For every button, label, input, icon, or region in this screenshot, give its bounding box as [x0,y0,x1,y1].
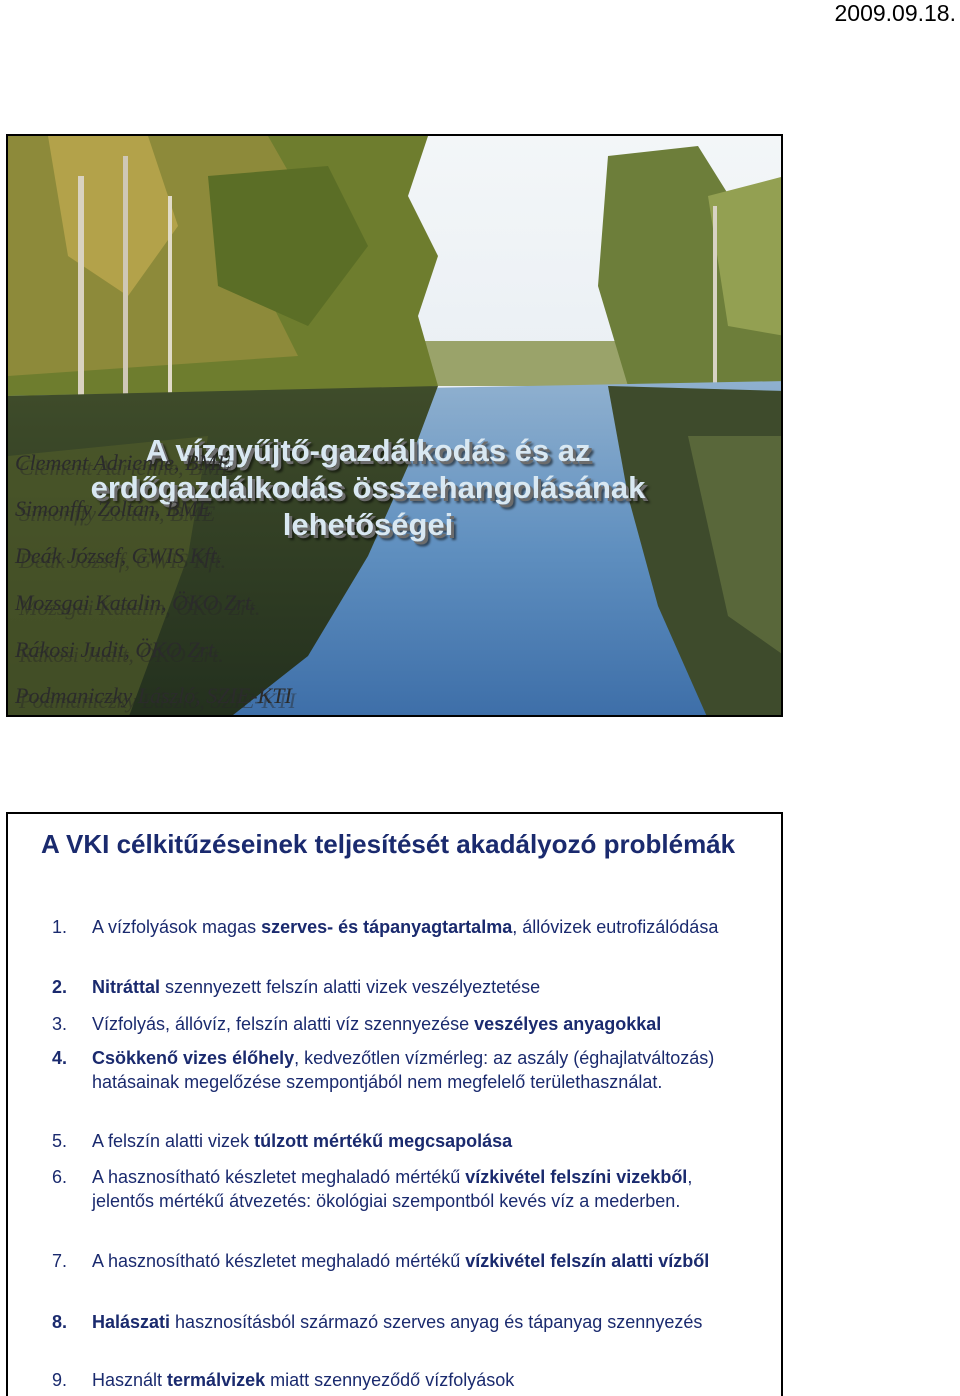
item-number: 7. [52,1251,68,1271]
title-line: A vízgyűjtő-gazdálkodás és az [145,433,591,468]
item-text-segment: hasznosításból származó szerves anyag és tápanyag szennyezés [170,1312,703,1332]
author-name: Simonffy Zoltán, BME [15,496,212,521]
item-text-bold: Csökkenő vizes élőhely [92,1048,295,1068]
slide-title: A VKI célkitűzéseinek teljesítését akadályozó problémák [41,829,736,859]
item-text-bold: vízkivétel felszín alatti vízből [465,1251,710,1271]
item-text [92,1165,732,1213]
page-date: 2009.09.18. [834,0,956,26]
item-text-segment: Vízfolyás, állóvíz, felszín alatti víz szennyezése [92,1014,475,1034]
item-text [92,915,732,939]
item-text [92,1012,732,1036]
item-number: 4. [52,1048,68,1068]
title-line: erdőgazdálkodás összehangolásának [90,470,646,505]
item-number: 1. [52,917,68,937]
title-slide [6,134,783,717]
item-text-bold: Halászati [92,1312,171,1332]
item-text-segment: miatt szennyeződő vízfolyások [265,1370,515,1390]
title-line: lehetőségei [282,507,454,542]
item-text-segment: A hasznosítható készletet meghaladó mértékű [92,1251,466,1271]
item-number: 3. [52,1014,68,1034]
author-name: Clement Adrienne, BME [15,450,231,475]
item-text-segment: Használt [92,1370,168,1390]
item-number: 6. [52,1167,68,1187]
item-text-segment: , jelentős mértékű átvezetés: ökológiai szempontból kevés víz a mederben. [92,1167,693,1211]
item-text-segment: A vízfolyások magas [92,917,262,937]
item-text-bold: szerves- és tápanyagtartalma [261,917,513,937]
item-text [92,1046,732,1094]
item-text-bold: veszélyes anyagokkal [474,1014,662,1034]
item-text-segment: , állóvizek eutrofizálódása [512,917,719,937]
item-text [92,1129,732,1153]
item-text-bold: túlzott mértékű megcsapolása [254,1131,513,1151]
item-text [92,1249,732,1273]
item-text-segment: A felszín alatti vizek [92,1131,255,1151]
river-landscape-photo [8,136,783,717]
item-text [92,975,732,999]
item-number: 8. [52,1312,68,1332]
item-text-bold: vízkivétel felszíni vizekből [465,1167,688,1187]
author-name: Rákosi Judit, ÖKO Zrt. [15,637,220,662]
item-text-segment: A hasznosítható készletet meghaladó mértékű [92,1167,466,1187]
author-name: Deák József, GWIS Kft. [15,543,223,568]
item-number: 2. [52,977,68,997]
problems-slide [6,812,783,1396]
item-text [92,1310,732,1334]
item-text-bold: termálvizek [167,1370,266,1390]
author-name: Podmaniczky László, SZIE-KTI [15,683,292,708]
item-text-segment: , kedvezőtlen vízmérleg: az aszály (éghajlatváltozás) hatásainak megelőzése szempontjából nem megfelelő területhasználat. [92,1048,715,1092]
item-text-segment: szennyezett felszín alatti vizek veszélyeztetése [160,977,541,997]
presentation-title [8,432,728,543]
item-text [92,1368,732,1392]
item-number: 5. [52,1131,68,1151]
item-text-bold: Nitráttal [92,977,161,997]
author-name: Mozsgai Katalin, ÖKO Zrt. [15,590,257,615]
item-number: 9. [52,1370,68,1390]
